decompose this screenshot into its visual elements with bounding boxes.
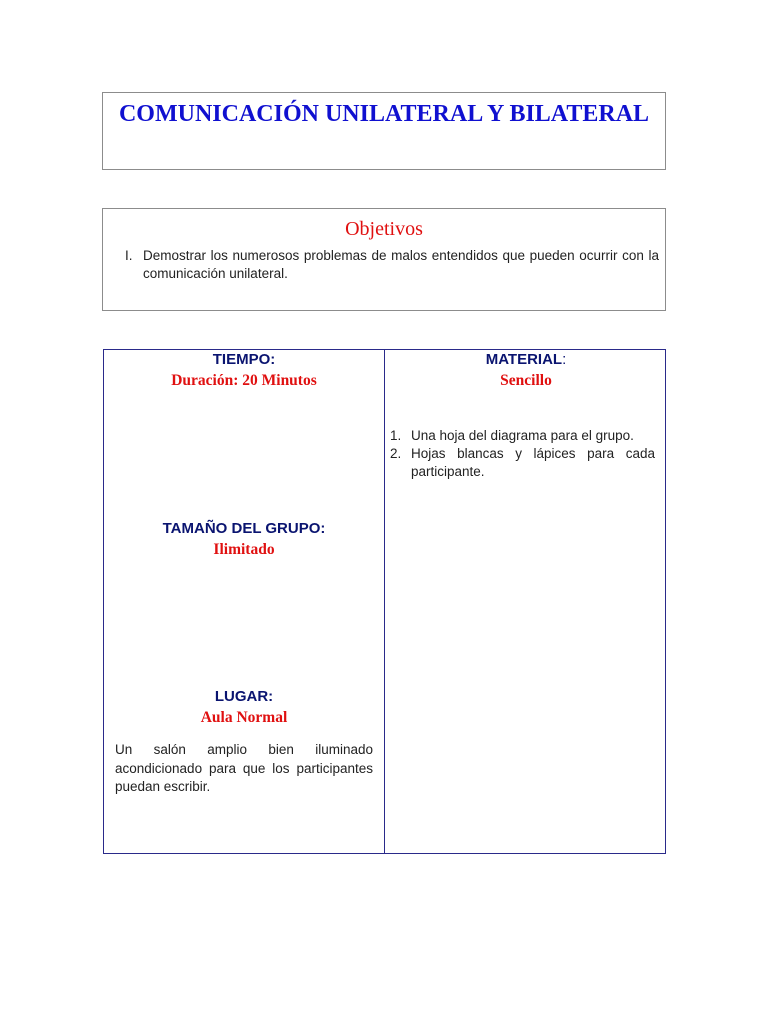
tamano-label: TAMAÑO DEL GRUPO:	[162, 520, 326, 537]
material-text: Hojas blancas y lápices para cada participante.	[411, 446, 655, 479]
lugar-label: LUGAR:	[214, 688, 274, 705]
objectives-list	[125, 247, 659, 283]
column-divider	[384, 350, 385, 853]
material-label-text: MATERIAL	[485, 351, 563, 368]
objectives-box	[102, 208, 666, 311]
material-marker: 2.	[390, 446, 402, 461]
material-item	[390, 427, 655, 445]
document-title: COMUNICACIÓN UNILATERAL Y BILATERAL	[118, 101, 650, 127]
material-text: Una hoja del diagrama para el grupo.	[411, 428, 634, 443]
objectives-heading: Objetivos	[345, 218, 423, 240]
objective-item	[125, 247, 659, 283]
details-table	[103, 349, 666, 854]
material-label-colon: :	[562, 351, 567, 368]
tiempo-value: Duración: 20 Minutos	[171, 372, 317, 389]
material-list	[390, 427, 655, 481]
title-box	[102, 92, 666, 170]
lugar-value: Aula Normal	[200, 709, 288, 726]
lugar-description: Un salón amplio bien iluminado acondicionado para que los participantes puedan escribir.	[115, 742, 373, 794]
material-item	[390, 445, 655, 481]
tiempo-label: TIEMPO:	[212, 351, 276, 368]
material-value: Sencillo	[500, 372, 552, 389]
objective-marker: I.	[125, 248, 133, 263]
objective-text: Demostrar los numerosos problemas de malos entendidos que pueden ocurrir con la comunicación unilateral.	[143, 248, 659, 281]
material-marker: 1.	[390, 428, 402, 443]
tamano-value: Ilimitado	[213, 541, 275, 558]
material-label	[385, 351, 667, 369]
